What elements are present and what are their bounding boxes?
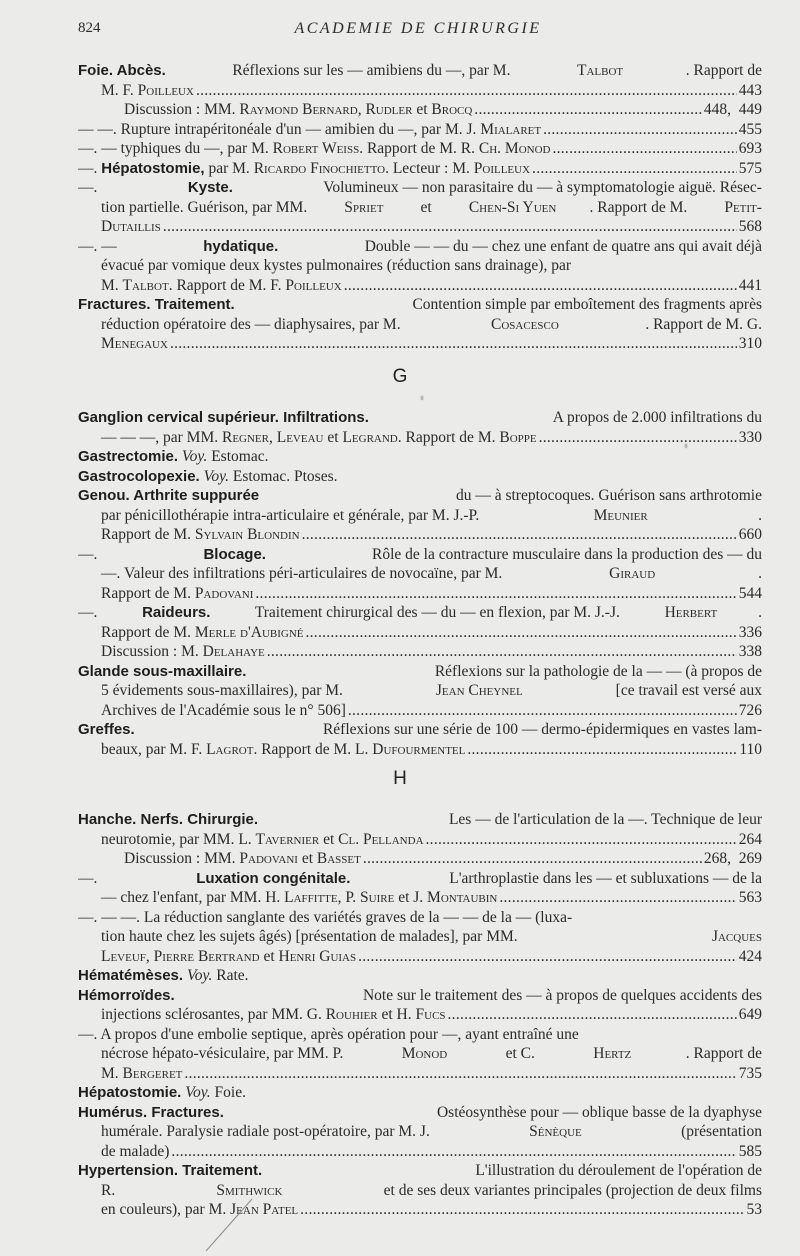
entry-line xyxy=(78,681,762,701)
entry-text: . Rapport de M. xyxy=(397,428,500,446)
entry-text: du — à streptocoques. Guérison sans arthrotomie xyxy=(452,487,762,504)
page-reference: 544 xyxy=(738,584,762,602)
page-reference: 455 xyxy=(738,120,762,138)
entry-text: , xyxy=(357,101,366,118)
page-reference: 568 xyxy=(738,218,762,235)
author-name: Jean Patel xyxy=(230,1201,299,1218)
entry-text: Les — de l'articulation de la —. Technique de leur xyxy=(445,811,762,828)
entry-text: humérale. Paralysie radiale post-opératoire, par M. J. xyxy=(101,1123,434,1140)
entry-line xyxy=(78,1103,762,1123)
index-entry xyxy=(78,986,762,1025)
entry-text: —. — xyxy=(78,237,121,255)
entry-line xyxy=(78,61,762,81)
entry-text: —. xyxy=(78,545,102,563)
author-name: Bergeret xyxy=(122,1064,183,1082)
entry-line xyxy=(78,1181,762,1201)
author-name: Dutaillis xyxy=(101,218,161,235)
entry-text: A propos de 2.000 infiltrations du xyxy=(549,409,762,426)
index-entry xyxy=(78,720,762,759)
entry-text: M. xyxy=(101,276,123,294)
entry-keyword: Raideurs. xyxy=(142,604,211,621)
entry-text: —. — typhiques du —, par M. xyxy=(78,140,273,157)
entry-text: M. xyxy=(101,1064,123,1082)
entry-line xyxy=(78,908,762,928)
page-reference: 660 xyxy=(738,526,762,543)
author-name: Cl. Pellanda xyxy=(338,830,424,848)
entry-text: et de ses deux variantes principales (projection de deux films xyxy=(379,1181,762,1199)
entry-keyword: Hématémèses. xyxy=(78,967,184,984)
entry-text: — chez l'enfant, par MM. H. xyxy=(101,889,285,906)
entry-text: [ce travail est versé aux xyxy=(611,682,762,699)
author-name: Regner xyxy=(221,428,269,446)
entry-text: et xyxy=(259,947,279,965)
dot-leader xyxy=(552,139,736,159)
entry-text: Traitement chirurgical des — du — en flexion, par M. J.-J. xyxy=(251,604,624,621)
entry-line xyxy=(78,584,762,604)
entry-line xyxy=(78,869,762,889)
entry-text: —. xyxy=(78,604,102,621)
dot-leader xyxy=(184,1064,736,1084)
entry-line xyxy=(78,545,762,565)
index-entry xyxy=(78,1025,762,1084)
entry-text: . Rapport de xyxy=(685,1045,762,1062)
entry-keyword: Humérus. Fractures. xyxy=(78,1103,224,1121)
running-title: ACADEMIE DE CHIRURGIE xyxy=(294,20,542,37)
entry-line xyxy=(78,1122,762,1142)
entry-text: —. xyxy=(78,159,102,177)
ink-speck xyxy=(419,394,425,402)
author-name: Montaubin xyxy=(427,889,498,906)
index-entry xyxy=(78,486,762,545)
entry-keyword: Hypertension. Traitement. xyxy=(78,1162,263,1179)
entry-line xyxy=(78,701,762,721)
author-name: Rudler xyxy=(365,101,413,118)
author-name: Hertz xyxy=(593,1045,632,1062)
entry-text: — — —, par MM. xyxy=(101,428,222,446)
entry-text: Discussion : MM. xyxy=(124,850,240,867)
entry-line xyxy=(78,1083,762,1103)
index-entry xyxy=(78,120,762,140)
entry-line xyxy=(78,740,762,760)
entry-text: Archives de l'Académie sous le n° 506] xyxy=(101,701,346,719)
entry-text: Double — — du — chez une enfant de quatre ans qui avait déjà xyxy=(360,237,762,255)
author-name: Suire xyxy=(360,889,395,906)
entry-text: . Rapport de M. xyxy=(589,198,692,216)
entry-line xyxy=(78,178,762,198)
entry-keyword: Luxation congénitale. xyxy=(196,869,351,887)
entry-text: nécrose hépato-vésiculaire, par MM. P. xyxy=(101,1045,348,1062)
author-name: Poilleux xyxy=(137,81,194,99)
dot-leader xyxy=(499,888,736,908)
author-name: Raymond Bernard xyxy=(239,101,358,118)
dot-leader xyxy=(306,623,737,643)
dot-leader xyxy=(467,740,737,760)
author-name: Lagrot xyxy=(206,740,254,758)
entry-line xyxy=(78,139,762,159)
entry-line xyxy=(78,1142,762,1162)
entry-text: . Rapport de M. L. xyxy=(253,740,373,758)
entry-text: 5 évidements sous-maxillaires), par M. xyxy=(101,682,347,699)
entry-text: Réflexions sur les — amibiens du —, par M. xyxy=(228,62,515,79)
author-name: Menegaux xyxy=(101,335,168,352)
entry-text: neurotomie, par MM. L. xyxy=(101,830,256,848)
dot-leader xyxy=(255,584,736,604)
entry-line xyxy=(78,986,762,1006)
page-reference: 575 xyxy=(738,159,762,177)
entry-text: . Rapport de M. R. xyxy=(359,140,479,157)
author-name: Cosacesco xyxy=(490,315,559,333)
entry-text: — —. Rupture intrapéritonéale d'un — amibien du —, par M. J. xyxy=(78,120,481,138)
entry-keyword: Genou. Arthrite suppurée xyxy=(78,487,260,504)
author-name: Robert Weiss xyxy=(272,140,360,157)
author-name: Jacques xyxy=(711,928,762,945)
page-reference: 693 xyxy=(738,140,762,157)
author-name: Spriet xyxy=(344,198,384,216)
entry-text: Discussion : M. xyxy=(101,643,203,660)
entry-text: et C. xyxy=(501,1045,539,1062)
page-reference: 448, 449 xyxy=(703,101,762,118)
entry-text: Estomac. Ptoses. xyxy=(229,467,338,485)
author-name: Giraud xyxy=(609,565,656,582)
entry-text: L'arthroplastie dans les — et subluxations — de la xyxy=(445,869,762,887)
entry-text: —. xyxy=(78,179,102,196)
entry-line xyxy=(78,810,762,830)
entry-line xyxy=(78,525,762,545)
entry-line xyxy=(78,334,762,354)
author-name: Talbot xyxy=(122,276,169,294)
index-entry xyxy=(78,908,762,967)
cross-reference: Voy. xyxy=(186,967,213,984)
entry-text: Rapport de M. xyxy=(101,584,195,602)
entry-text: et xyxy=(412,101,432,118)
dot-leader xyxy=(532,159,737,179)
author-name: Padovani xyxy=(194,584,254,602)
index-entry xyxy=(78,467,762,487)
entry-line xyxy=(78,295,762,315)
entry-text: —. A propos d'une embolie septique, après opération pour —, ayant entraîné une xyxy=(78,1025,579,1043)
author-name: Boppe xyxy=(499,428,537,446)
index-section xyxy=(78,61,762,354)
entry-line xyxy=(78,486,762,506)
entry-text: , xyxy=(145,947,154,965)
dot-leader xyxy=(171,1142,736,1162)
index-entry xyxy=(78,869,762,908)
entry-keyword: Fractures. Traitement. xyxy=(78,296,235,313)
index-entry xyxy=(78,447,762,467)
author-name: Ricardo Finochietto xyxy=(253,159,386,177)
author-name: Sénèque xyxy=(529,1123,582,1140)
dot-leader xyxy=(448,1005,737,1025)
dot-leader xyxy=(348,701,737,721)
page-reference: 424 xyxy=(738,947,762,965)
dot-leader xyxy=(363,849,702,869)
entry-line xyxy=(78,603,762,623)
dot-leader xyxy=(302,525,737,545)
index-entry xyxy=(78,662,762,721)
dot-leader xyxy=(163,217,737,237)
entry-text: Rôle de la contracture musculaire dans la production des — du xyxy=(368,545,762,563)
entry-line xyxy=(78,966,762,986)
entry-keyword: hydatique. xyxy=(203,237,279,255)
page-reference: 336 xyxy=(738,623,762,641)
entry-line xyxy=(78,408,762,428)
author-name: Fucs xyxy=(415,1006,446,1023)
entry-text: , xyxy=(269,428,277,446)
author-name: Talbot xyxy=(576,62,624,79)
page-reference: 268, 269 xyxy=(703,850,762,867)
entry-keyword: Foie. Abcès. xyxy=(78,62,166,79)
entry-text: évacué par vomique deux kystes pulmonaires (réduction sans drainage), par xyxy=(101,257,572,274)
entry-text: Volumineux — non parasitaire du — à symptomatologie aiguë. Résec- xyxy=(319,179,762,196)
index-section xyxy=(78,810,762,1220)
dot-leader xyxy=(358,947,737,967)
entry-line xyxy=(78,623,762,643)
author-name: Rouhier xyxy=(325,1006,378,1023)
entry-text: (présentation xyxy=(677,1123,762,1140)
author-name: Monod xyxy=(401,1045,448,1062)
entry-text: Rapport de M. xyxy=(101,526,195,543)
index-entry xyxy=(78,810,762,869)
entry-text: . xyxy=(758,565,762,582)
entry-text: beaux, par M. F. xyxy=(101,740,207,758)
page-reference: 726 xyxy=(738,701,762,719)
entry-keyword: Greffes. xyxy=(78,721,135,738)
entry-line xyxy=(78,830,762,850)
index-section xyxy=(78,408,762,759)
dot-leader xyxy=(539,428,737,448)
author-name: Leveuf xyxy=(101,947,146,965)
pencil-stroke-mark xyxy=(200,1195,260,1255)
page-reference: 310 xyxy=(738,335,762,352)
author-name: Laffitte xyxy=(284,889,338,906)
entry-line xyxy=(78,256,762,276)
entry-keyword: Gastrocolopexie. xyxy=(78,467,200,485)
entry-line xyxy=(78,120,762,140)
page-reference: 264 xyxy=(738,830,762,848)
ink-speck xyxy=(683,442,689,450)
entry-line xyxy=(78,237,762,257)
index-entry xyxy=(78,408,762,447)
dot-leader xyxy=(543,120,737,140)
entry-text: Discussion : MM. xyxy=(124,101,240,118)
entry-text: et xyxy=(319,830,339,848)
author-name: Poilleux xyxy=(473,159,531,177)
author-name: Brocq xyxy=(431,101,473,118)
page-reference: 441 xyxy=(738,276,762,294)
page-reference: 338 xyxy=(738,643,762,660)
entry-text: Note sur le traitement des — à propos de quelques accidents des xyxy=(359,986,762,1004)
dot-leader xyxy=(300,1200,744,1220)
dot-leader xyxy=(170,334,737,354)
dot-leader xyxy=(344,276,737,296)
entry-text: et H. xyxy=(377,1006,416,1023)
entry-keyword: Gastrectomie. xyxy=(78,448,179,465)
page-reference: 110 xyxy=(739,740,762,758)
entry-line xyxy=(78,642,762,662)
entry-keyword: Blocage. xyxy=(203,545,266,563)
author-name: Pierre Bertrand xyxy=(153,947,260,965)
entry-line xyxy=(78,159,762,179)
entry-line xyxy=(78,1005,762,1025)
entry-keyword: Hémorroïdes. xyxy=(78,986,175,1004)
dot-leader xyxy=(196,81,737,101)
entry-text: , P. xyxy=(337,889,361,906)
author-name: Poilleux xyxy=(285,276,342,294)
author-name: Padovani xyxy=(239,850,298,867)
entry-keyword: Hépatostomie. xyxy=(78,1084,182,1101)
index-entry xyxy=(78,159,762,179)
entry-keyword: Hanche. Nerfs. Chirurgie. xyxy=(78,811,259,828)
page-number: 824 xyxy=(78,20,101,36)
entry-text: en couleurs), par M. xyxy=(101,1201,231,1218)
entry-text: R. xyxy=(101,1181,120,1199)
entry-keyword: Ganglion cervical supérieur. Infiltrations. xyxy=(78,409,369,426)
index-entry xyxy=(78,178,762,237)
entry-line xyxy=(78,1044,762,1064)
entry-text: M. F. xyxy=(101,81,138,99)
author-name: Herbert xyxy=(664,604,718,621)
entry-text: et xyxy=(416,198,436,216)
entry-keyword: Hépatostomie, xyxy=(101,159,205,177)
index-entry xyxy=(78,295,762,354)
author-name: Merle d'Aubigné xyxy=(194,623,304,641)
index-entry xyxy=(78,1161,762,1220)
entry-text: . Rapport de M. G. xyxy=(645,315,762,333)
index-entry xyxy=(78,61,762,120)
entry-line xyxy=(78,81,762,101)
section-letter: H xyxy=(393,768,407,789)
entry-text: . Rapport de M. F. xyxy=(168,276,286,294)
page-reference: 649 xyxy=(738,1006,762,1023)
author-name: Henri Guias xyxy=(278,947,357,965)
page-reference: 53 xyxy=(746,1201,762,1218)
author-name: Sylvain Blondin xyxy=(194,526,300,543)
entry-text: . Lecteur : M. xyxy=(385,159,474,177)
author-name: Tavernier xyxy=(255,830,320,848)
index-entry xyxy=(78,966,762,986)
entry-text: L'illustration du déroulement de l'opération de xyxy=(471,1162,762,1179)
entry-text: réduction opératoire des — diaphysaires, par M. xyxy=(101,315,405,333)
dot-leader xyxy=(267,642,737,662)
entry-line xyxy=(78,947,762,967)
entry-text: Réflexions sur la pathologie de la — — (à propos de xyxy=(430,662,762,680)
author-name: Legrand xyxy=(342,428,398,446)
entry-text: Contention simple par emboîtement des fragments après xyxy=(408,296,762,313)
index-entry xyxy=(78,139,762,159)
entry-text: —. Valeur des infiltrations péri-articulaires de novocaïne, par M. xyxy=(101,565,507,582)
entry-line xyxy=(78,720,762,740)
entry-line xyxy=(78,1064,762,1084)
entry-text: et xyxy=(323,428,343,446)
page-reference: 585 xyxy=(738,1142,762,1160)
entry-text: et xyxy=(297,850,317,867)
entry-text: . xyxy=(758,506,762,524)
index-entry xyxy=(78,1103,762,1162)
entry-line xyxy=(78,276,762,296)
entry-line xyxy=(78,217,762,237)
author-name: Leveau xyxy=(276,428,324,446)
entry-text: Rapport de M. xyxy=(101,623,195,641)
entry-line xyxy=(78,100,762,120)
entry-text: par pénicillothérapie intra-articulaire et générale, par M. J.-P. xyxy=(101,506,484,524)
entry-text: tion partielle. Guérison, par MM. xyxy=(101,198,312,216)
author-name: Ch. Monod xyxy=(478,140,551,157)
entry-line xyxy=(78,662,762,682)
entry-text: —. xyxy=(78,869,102,887)
cross-reference: Voy. xyxy=(185,1084,211,1101)
entry-text: Réflexions sur une série de 100 — dermo-épidermiques en vastes lam- xyxy=(319,721,762,738)
entry-line xyxy=(78,447,762,467)
entry-line xyxy=(78,849,762,869)
index-entry xyxy=(78,603,762,662)
index-entry xyxy=(78,1083,762,1103)
page-reference: 563 xyxy=(738,889,762,906)
index-entry xyxy=(78,237,762,296)
author-name: Jean Cheynel xyxy=(435,682,523,699)
page-reference: 735 xyxy=(738,1064,762,1082)
author-name: Chen-Si Yuen xyxy=(468,198,557,216)
entry-text: injections sclérosantes, par MM. G. xyxy=(101,1006,326,1023)
entry-text: et J. xyxy=(394,889,428,906)
section-letter: G xyxy=(392,366,408,387)
entry-text: . Rapport de xyxy=(685,62,762,79)
cross-reference: Voy. xyxy=(203,467,229,485)
entry-line xyxy=(78,467,762,487)
entry-line xyxy=(78,888,762,908)
entry-line xyxy=(78,564,762,584)
entry-text: Foie. xyxy=(210,1084,246,1101)
entry-text: Rate. xyxy=(212,967,249,984)
index-entry xyxy=(78,545,762,604)
entry-text: Ostéosynthèse pour — oblique basse de la dyaphyse xyxy=(433,1103,762,1121)
cross-reference: Voy. xyxy=(181,448,208,465)
entry-line xyxy=(78,1161,762,1181)
entry-line xyxy=(78,927,762,947)
entry-line xyxy=(78,428,762,448)
entry-text: —. — —. La réduction sanglante des variétés graves de la — — de la — (luxa- xyxy=(78,908,573,926)
author-name: Meunier xyxy=(593,506,648,524)
entry-line xyxy=(78,1025,762,1045)
entry-keyword: Kyste. xyxy=(187,179,233,196)
author-name: Mialaret xyxy=(480,120,542,138)
author-name: Smithwick xyxy=(216,1181,283,1199)
entry-line xyxy=(78,315,762,335)
entry-text: Estomac. xyxy=(207,448,269,465)
entry-text: tion haute chez les sujets âgés) [présentation de malades], par MM. xyxy=(101,928,522,945)
entry-line xyxy=(78,198,762,218)
author-name: Delahaye xyxy=(202,643,265,660)
dot-leader xyxy=(426,830,737,850)
author-name: Basset xyxy=(316,850,361,867)
author-name: Dufourmentel xyxy=(372,740,466,758)
entry-line xyxy=(78,1200,762,1220)
entry-keyword: Glande sous-maxillaire. xyxy=(78,662,247,680)
page-reference: 330 xyxy=(738,428,762,446)
entry-text: par M. xyxy=(204,159,254,177)
page-reference: 443 xyxy=(738,81,762,99)
author-name: Petit- xyxy=(724,198,762,216)
dot-leader xyxy=(474,100,702,120)
entry-line xyxy=(78,506,762,526)
page-header xyxy=(78,20,758,44)
entry-text: . xyxy=(758,604,762,621)
entry-text: de malade) xyxy=(101,1142,170,1160)
